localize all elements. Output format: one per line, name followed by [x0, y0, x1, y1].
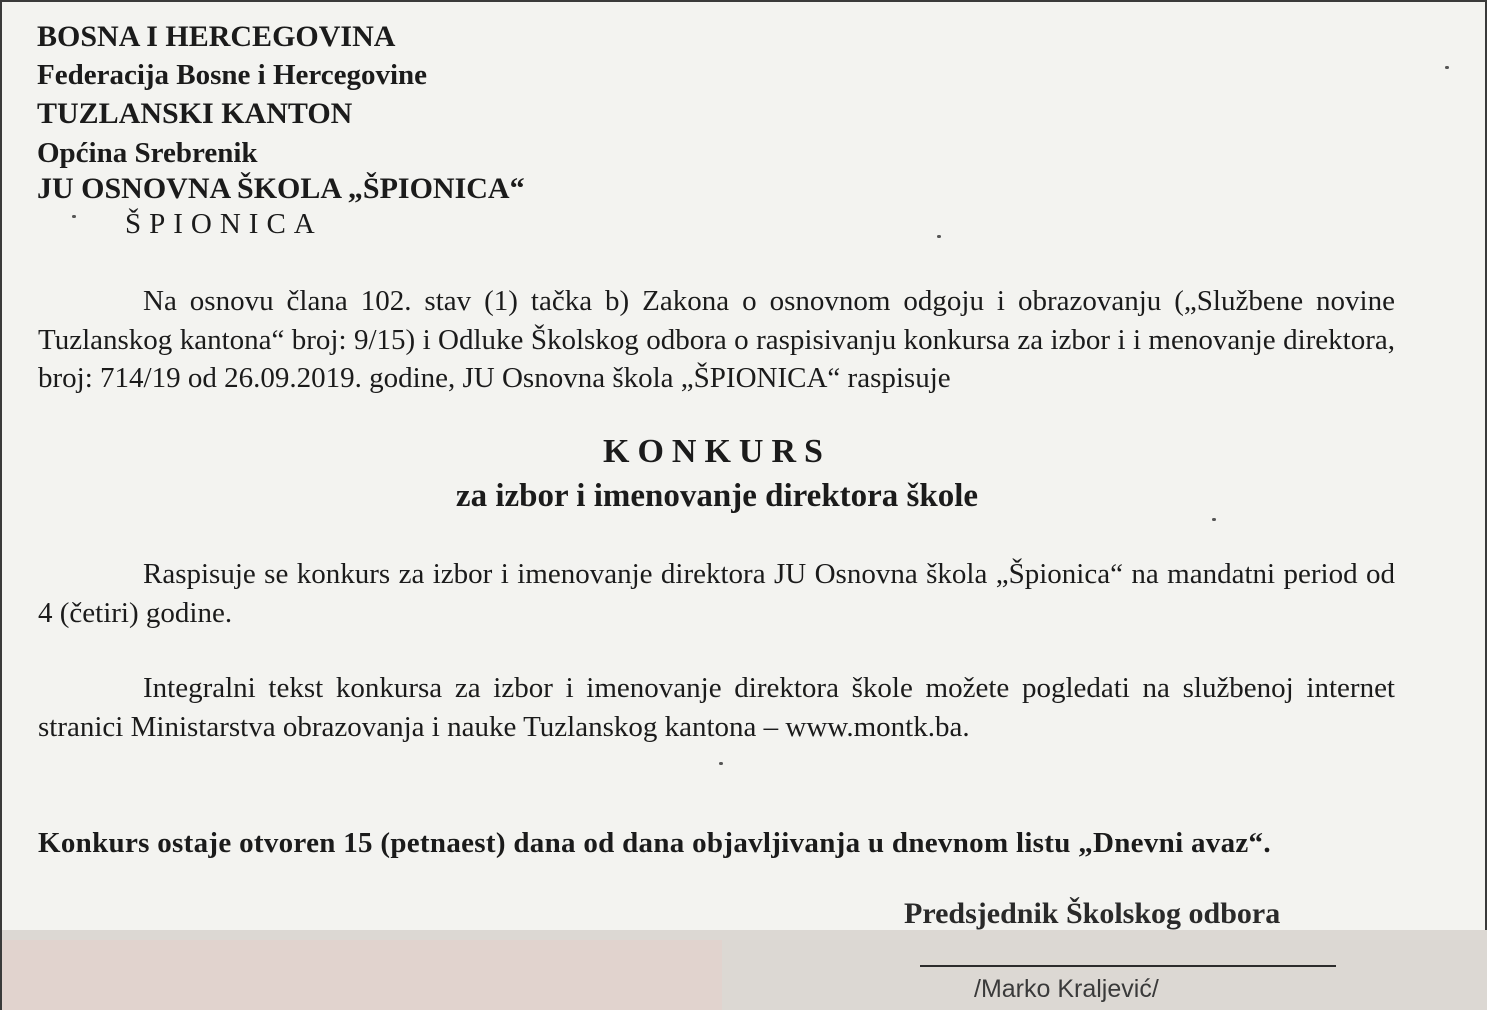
header-country: BOSNA I HERCEGOVINA [37, 20, 396, 53]
scan-speck [1212, 518, 1216, 521]
scan-speck [72, 215, 76, 218]
integral-text-paragraph: Integralni tekst konkursa za izbor i imenovanje direktora škole možete pogledati na službenoj internet stranici Ministarstva obrazovanja i nauke Tuzlanskog kantona – www.montk.ba. [38, 672, 1395, 743]
announcement-paragraph: Raspisuje se konkurs za izbor i imenovanje direktora JU Osnovna škola „Špionica“ na mandatni period od 4 (četiri) godine. [38, 558, 1395, 629]
signature-name: /Marko Kraljević/ [974, 975, 1159, 1003]
scan-speck [1445, 66, 1449, 69]
scan-speck [937, 235, 941, 238]
header-school: JU OSNOVNA ŠKOLA „ŠPIONICA“ [37, 172, 525, 205]
header-canton: TUZLANSKI KANTON [37, 97, 353, 130]
header-place: ŠPIONICA [125, 208, 323, 240]
header-municipality: Općina Srebrenik [37, 137, 258, 169]
closing-paragraph: Konkurs ostaje otvoren 15 (petnaest) dana od dana objavljivanja u dnevnom listu „Dnevni avaz“. [38, 827, 1271, 859]
scan-speck [719, 762, 723, 765]
intro-paragraph: Na osnovu člana 102. stav (1) tačka b) Zakona o osnovnom odgoju i obrazovanju („Službene novine Tuzlanskog kantona“ broj: 9/15) i Odluke Školskog odbora o raspisivanju konkursa za izbor i i menovanje direktora, broj: 714/19 od 26.09.2019. godine, JU Osnovna škola „ŠPIONICA“ raspisuje [38, 285, 1395, 394]
scan-bottom-tint [2, 940, 722, 1010]
header-federation: Federacija Bosne i Hercegovine [37, 59, 428, 91]
signature-line [920, 965, 1336, 967]
document-title: KONKURS [603, 433, 831, 470]
document-subtitle: za izbor i imenovanje direktora škole [455, 478, 979, 514]
signature-title: Predsjednik Školskog odbora [904, 897, 1281, 930]
